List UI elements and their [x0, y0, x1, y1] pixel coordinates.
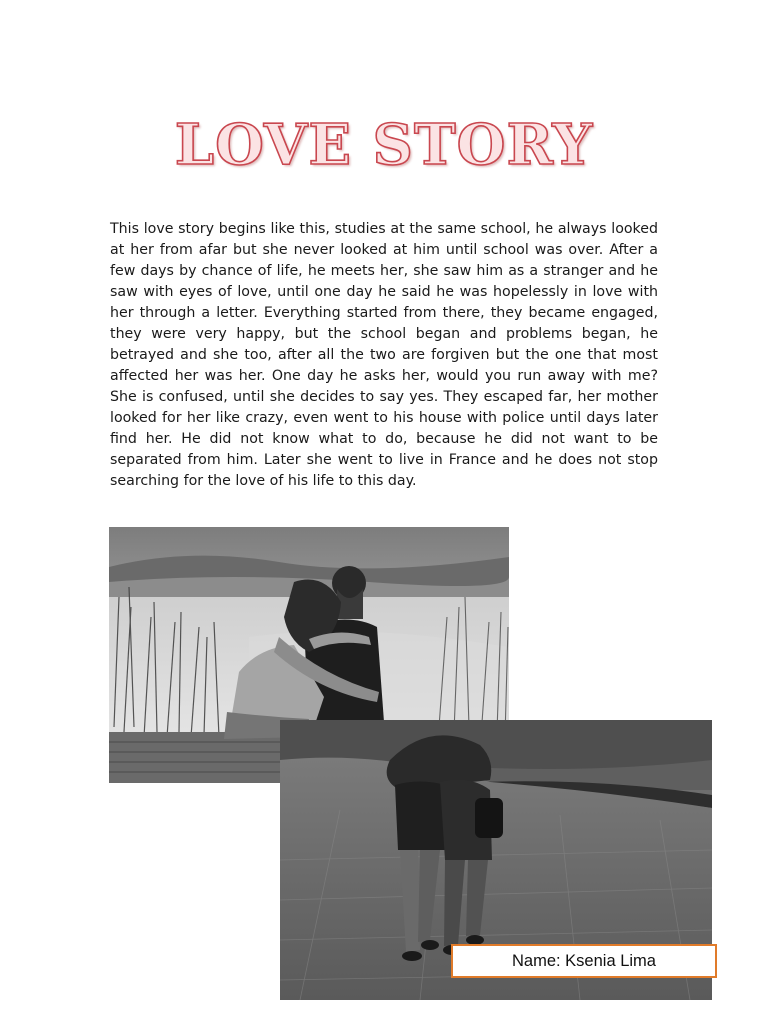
author-name: Name: Ksenia Lima	[512, 951, 656, 970]
page-title: LOVE STORY	[174, 112, 594, 178]
story-paragraph: This love story begins like this, studies at the same school, he always looked at her from afar but she never looked at him until school was over. After a few days by chance of life, he meets her, she saw him as a stranger and he saw with eyes of love, until one day he said he was hopelessly in love with her through a letter. Everything started from there, they became engaged, they were very happy, but the school began and problems began, he betrayed and she too, after all the two are forgiven but the one that most affected her was her. One day he asks her, would you run away with me? She is confused, until she decides to say yes. They escaped far, her mother looked for her like crazy, even went to his house with police until days later find her. He did not know what to do, because he did not want to be separated from him. Later she went to live in France and he does not stop searching for the love of his life to this day.	[110, 221, 658, 489]
name-box	[451, 944, 717, 978]
